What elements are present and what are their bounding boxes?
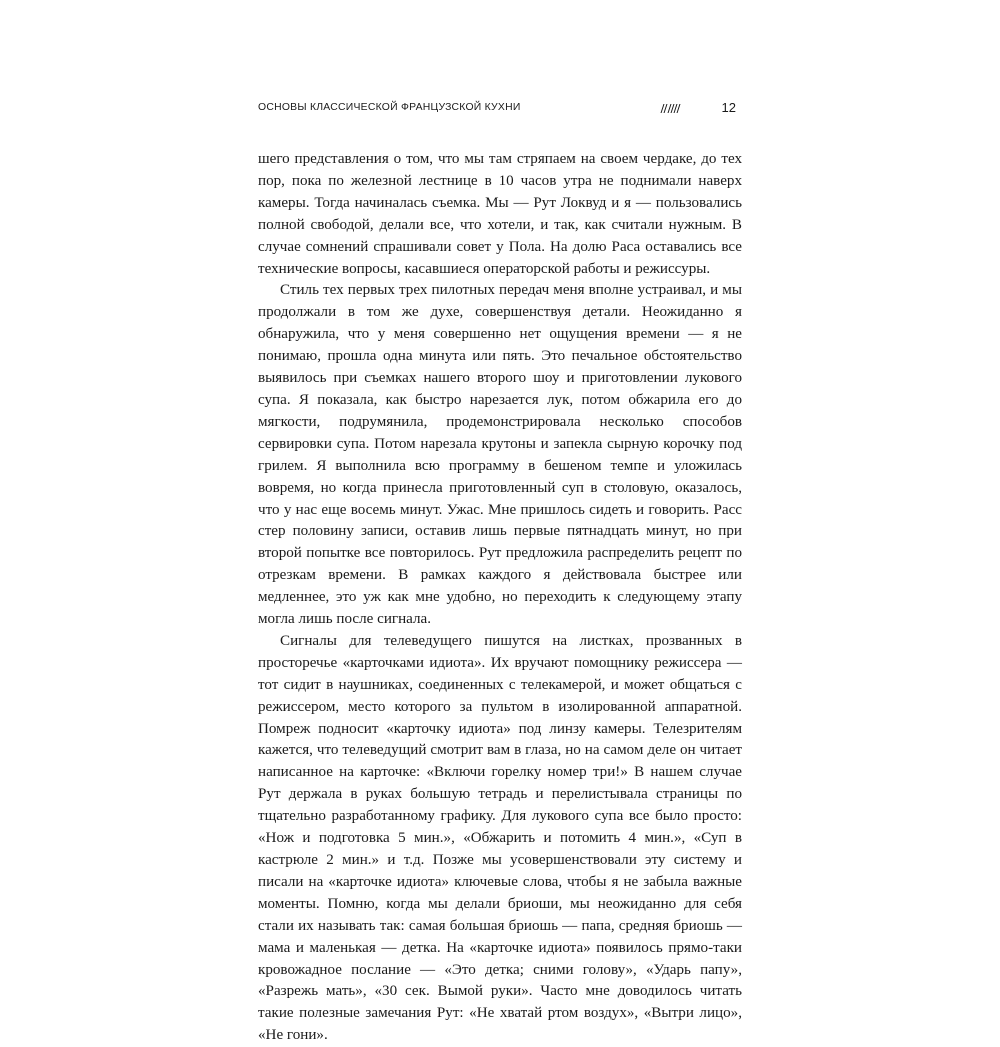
running-header [258, 100, 742, 116]
book-title: ОСНОВЫ КЛАССИЧЕСКОЙ ФРАНЦУЗСКОЙ КУХНИ [258, 102, 521, 113]
slash-ornament [662, 104, 680, 113]
paragraph: Сигналы для телеведущего пишутся на листках, прозванных в просторечье «карточками идиота». Их вручают помощнику режиссера — тот сидит в наушниках, соединенных с телекамерой, и может общаться с режиссером, место которого за пультом в изолированной аппаратной. Помреж подносит «карточку идиота» под линзу камеры. Телезрителям кажется, что телеведущий смотрит вам в глаза, но на самом деле он читает написанное на карточке: «Включи горелку номер три!» В нашем случае Рут держала в руках большую тетрадь и перелистывала страницы по тщательно разработанному графику. Для лукового супа все было просто: «Нож и подготовка 5 мин.», «Обжарить и потомить 4 мин.», «Суп в кастрюле 2 мин.» и т.д. Позже мы усовершенствовали эту систему и писали на «карточке идиота» ключевые слова, чтобы я не забыла важные моменты. Помню, когда мы делали бриоши, мы неожиданно для себя стали их называть так: самая большая бриошь — папа, средняя бриошь — мама и маленькая — детка. На «карточке идиота» появилось прямо-таки кровожадное послание — «Это детка; сними голову», «Ударь папу», «Разрежь мать», «30 сек. Вымой руки». Часто мне доводилось читать такие полезные замечания Рут: «Не хватай ртом воздух», «Вытри лицо», «Не гони». [258, 632, 742, 1044]
body-text [258, 149, 742, 1047]
paragraph: Стиль тех первых трех пилотных передач меня вполне устраивал, и мы продолжали в том же духе, совершенствуя детали. Неожиданно я обнаружила, что у меня совершенно нет ощущения времени — я не понимаю, прошла одна минута или пять. Это печальное обстоятельство выявилось при съемках нашего второго шоу и приготовлении лукового супа. Я показала, как быстро нарезается лук, потом обжарила его до мягкости, подрумянила, продемонстрировала несколько способов сервировки супа. Потом нарезала крутоны и запекла сырную корочку под грилем. Я выполнила всю программу в бешеном темпе и уложилась вовремя, но когда принесла приготовленный суп в столовую, оказалось, что у нас еще восемь минут. Ужас. Мне пришлось сидеть и говорить. Расс стер половину записи, оставив лишь первые пятнадцать минут, но при второй попытке все повторилось. Рут предложила распределить рецепт по отрезкам времени. В рамках каждого я действовала быстрее или медленнее, это уж как мне удобно, но переходить к следующему этапу могла лишь после сигнала. [258, 282, 742, 628]
paragraph-continued: шего представления о том, что мы там стряпаем на своем чердаке, до тех пор, пока по железной лестнице в 10 часов утра не поднимали наверх камеры. Тогда начиналась съемка. Мы — Рут Локвуд и я — пользовались полной свободой, делали все, что хотели, и так, как считали нужным. В случае сомнений спрашивали совет у Пола. На долю Раса оставались все технические вопросы, касавшиеся операторской работы и режиссуры. [258, 151, 742, 277]
page-number: 12 [721, 100, 736, 115]
slash-mark [677, 104, 681, 113]
